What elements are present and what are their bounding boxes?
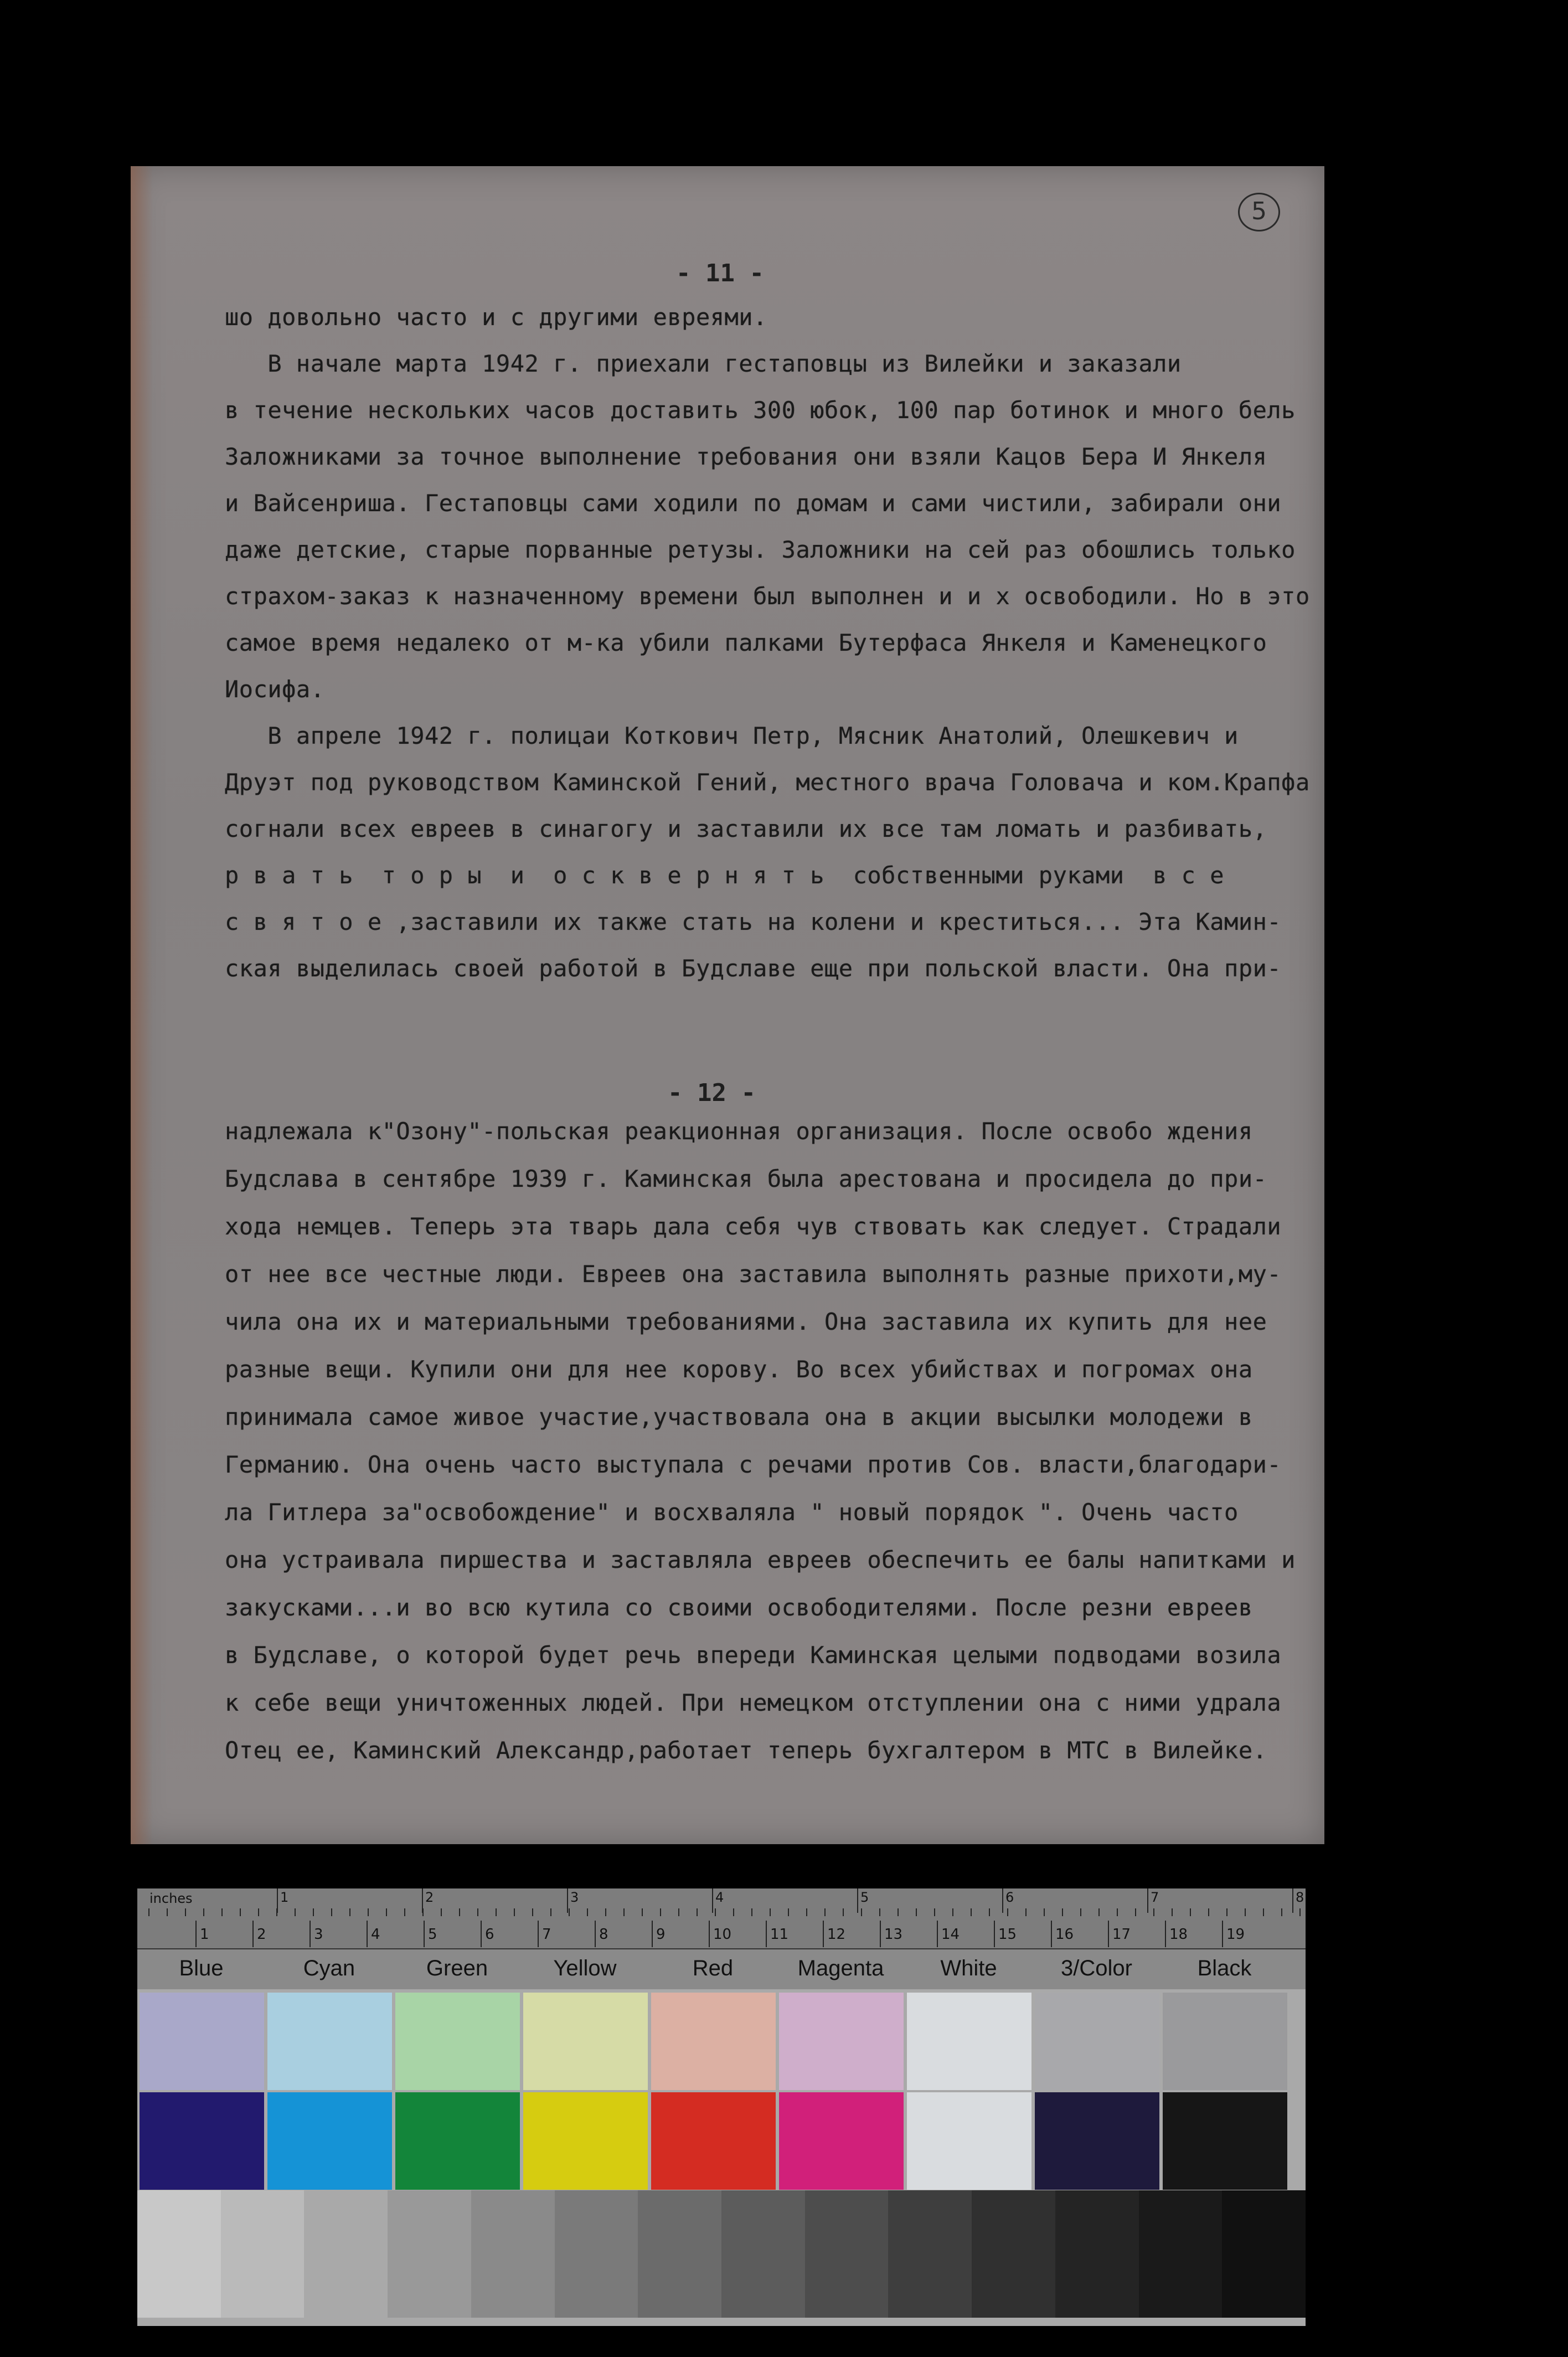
light-color-swatch (395, 1993, 520, 2090)
ruler-cm-label: 3 (314, 1926, 323, 1943)
ruler-minor-tick (1062, 1908, 1063, 1916)
typed-line: даже детские, старые порванные ретузы. Заложники на сей раз обошлись только (225, 536, 1296, 563)
ruler-inch-tick (857, 1888, 858, 1913)
ruler-cm-label: 10 (713, 1926, 732, 1943)
gray-scale-step (1139, 2190, 1223, 2318)
ruler-inch-label: 5 (860, 1890, 869, 1905)
ruler-minor-tick (1080, 1908, 1081, 1916)
color-name-label: 3/Color (1061, 1956, 1132, 1980)
typewritten-document-page (131, 166, 1324, 1844)
dark-color-swatch (1035, 2092, 1159, 2190)
ruler-minor-tick (770, 1908, 771, 1916)
color-name-label: White (940, 1956, 997, 1980)
typed-line: Будслава в сентябре 1939 г. Каминская была арестована и просидела до при- (225, 1165, 1267, 1192)
ruler-inch-label: 2 (425, 1890, 434, 1905)
ruler-minor-tick (879, 1908, 880, 1916)
ruler-minor-tick (550, 1908, 551, 1916)
color-name-label: Magenta (797, 1956, 884, 1980)
ruler-inch-tick (1292, 1888, 1293, 1913)
ruler-minor-tick (295, 1908, 296, 1916)
light-color-swatch (651, 1993, 776, 2090)
ruler-cm-tick (937, 1921, 938, 1947)
typed-line: к себе вещи уничтоженных людей. При немецком отступлении она с ними удрала (225, 1689, 1282, 1716)
light-color-swatch (1163, 1993, 1287, 2090)
typed-line: В начале марта 1942 г. приехали гестаповцы из Вилейки и заказали (225, 350, 1182, 377)
ruler-minor-tick (1172, 1908, 1173, 1916)
typed-line: В апреле 1942 г. полицаи Коткович Петр, Мясник Анатолий, Олешкевич и (225, 722, 1239, 749)
typed-line: согнали всех евреев в синагогу и заставили их все там ломать и разбивать, (225, 815, 1267, 842)
ruler-cm-tick (1222, 1921, 1223, 1947)
color-name-label: Blue (179, 1956, 224, 1980)
dark-color-swatch (140, 2092, 264, 2190)
color-name-label: Red (692, 1956, 734, 1980)
inch-cm-ruler (137, 1888, 1306, 1949)
gray-scale-step (471, 2190, 555, 2318)
typed-line: закусками...и во всю кутила со своими освободителями. После резни евреев (225, 1594, 1253, 1621)
ruler-minor-tick (167, 1908, 168, 1916)
ruler-inch-label: 8 (1296, 1890, 1304, 1905)
ruler-cm-label: 9 (656, 1926, 666, 1943)
ruler-minor-tick (148, 1908, 149, 1916)
typed-line: разные вещи. Купили они для нее корову. Во всех убийствах и погромах она (225, 1356, 1253, 1383)
ruler-minor-tick (276, 1908, 277, 1916)
ruler-cm-label: 13 (884, 1926, 903, 1943)
ruler-minor-tick (496, 1908, 497, 1916)
color-name-label: Green (426, 1956, 488, 1980)
gray-scale-step (888, 2190, 972, 2318)
typed-line: надлежала к"Озону"-польская реакционная организация. После освобо ждения (225, 1118, 1253, 1145)
typed-line: Заложниками за точное выполнение требования они взяли Кацов Бера И Янкеля (225, 443, 1267, 470)
page-number-11: - 11 - (676, 259, 764, 287)
gray-scale-step (388, 2190, 471, 2318)
ruler-cm-label: 1 (200, 1926, 209, 1943)
ruler-minor-tick (1007, 1908, 1008, 1916)
color-label-strip (137, 1949, 1306, 1989)
typed-line: от нее все честные люди. Евреев она заставила выполнять разные прихоти,му- (225, 1260, 1282, 1288)
gray-scale-step (805, 2190, 889, 2318)
ruler-minor-tick (1044, 1908, 1045, 1916)
ruler-minor-tick (623, 1908, 625, 1916)
ruler-minor-tick (824, 1908, 826, 1916)
ruler-minor-tick (1208, 1908, 1209, 1916)
ruler-cm-label: 8 (599, 1926, 608, 1943)
ruler-minor-tick (404, 1908, 405, 1916)
ruler-minor-tick (1226, 1908, 1227, 1916)
ruler-minor-tick (1153, 1908, 1154, 1916)
ruler-minor-tick (368, 1908, 369, 1916)
light-color-swatch (267, 1993, 392, 2090)
ruler-minor-tick (1263, 1908, 1264, 1916)
ruler-minor-tick (751, 1908, 752, 1916)
typed-line: и Вайсенриша. Гестаповцы сами ходили по домам и сами чистили, забирали они (225, 490, 1282, 517)
ruler-cm-label: 14 (941, 1926, 960, 1943)
ruler-minor-tick (1281, 1908, 1282, 1916)
ruler-minor-tick (989, 1908, 990, 1916)
ruler-minor-tick (1190, 1908, 1191, 1916)
typed-line: страхом-заказ к назначенному времени был выполнен и и х освободили. Но в это (225, 583, 1310, 610)
dark-color-swatch (651, 2092, 776, 2190)
gray-scale-step (638, 2190, 721, 2318)
ruler-minor-tick (1299, 1908, 1301, 1916)
typed-line: в Будславе, о которой будет речь впереди Каминская целыми подводами возила (225, 1641, 1282, 1669)
ruler-cm-tick (252, 1921, 254, 1947)
ruler-cm-label: 11 (770, 1926, 789, 1943)
ruler-minor-tick (1117, 1908, 1118, 1916)
typed-line: самое время недалеко от м-ка убили палками Бутерфаса Янкеля и Каменецкого (225, 629, 1267, 656)
ruler-cm-label: 16 (1055, 1926, 1074, 1943)
color-calibration-target (137, 1888, 1306, 2326)
ruler-cm-tick (595, 1921, 596, 1947)
gray-scale-step (1222, 2190, 1306, 2318)
light-color-swatch (140, 1993, 264, 2090)
ruler-minor-tick (971, 1908, 972, 1916)
ruler-minor-tick (898, 1908, 899, 1916)
ruler-minor-tick (1135, 1908, 1136, 1916)
ruler-minor-tick (843, 1908, 844, 1916)
ruler-minor-tick (788, 1908, 789, 1916)
ruler-minor-tick (642, 1908, 643, 1916)
gray-scale-step (137, 2190, 221, 2318)
ruler-minor-tick (952, 1908, 953, 1916)
ruler-cm-label: 5 (428, 1926, 437, 1943)
ruler-inch-tick (712, 1888, 713, 1913)
ruler-cm-label: 12 (827, 1926, 846, 1943)
ruler-cm-tick (652, 1921, 653, 1947)
ruler-minor-tick (459, 1908, 460, 1916)
typed-line: принимала самое живое участие,участвовала она в акции высылки молодежи в (225, 1403, 1253, 1430)
ruler-minor-tick (1245, 1908, 1246, 1916)
color-name-label: Black (1197, 1956, 1252, 1980)
ruler-minor-tick (678, 1908, 679, 1916)
dark-color-swatch (907, 2092, 1031, 2190)
dark-color-swatch (395, 2092, 520, 2190)
ruler-cm-tick (310, 1921, 311, 1947)
gray-scale-step (1055, 2190, 1139, 2318)
typed-line: ская выделилась своей работой в Будславе еще при польской власти. Она при- (225, 955, 1282, 982)
ruler-cm-tick (424, 1921, 425, 1947)
dark-color-swatch (1163, 2092, 1287, 2190)
ruler-minor-tick (514, 1908, 515, 1916)
ruler-minor-tick (422, 1908, 424, 1916)
ruler-minor-tick (331, 1908, 332, 1916)
gray-scale-step (304, 2190, 388, 2318)
ruler-cm-label: 4 (371, 1926, 380, 1943)
ruler-minor-tick (532, 1908, 533, 1916)
color-name-label: Yellow (553, 1956, 617, 1980)
typed-line: хода немцев. Теперь эта тварь дала себя чув ствовать как следует. Страдали (225, 1213, 1282, 1240)
ruler-minor-tick (203, 1908, 204, 1916)
ruler-cm-label: 2 (257, 1926, 266, 1943)
ruler-cm-label: 17 (1112, 1926, 1131, 1943)
typed-line: Германию. Она очень часто выступала с речами против Сов. власти,благодари- (225, 1451, 1282, 1478)
ruler-minor-tick (386, 1908, 387, 1916)
typed-line: с в я т о е ,заставили их также стать на колени и креститься... Эта Камин- (225, 908, 1282, 935)
ruler-minor-tick (660, 1908, 661, 1916)
ruler-minor-tick (313, 1908, 314, 1916)
ruler-cm-label: 7 (542, 1926, 551, 1943)
ruler-cm-tick (766, 1921, 767, 1947)
typed-line: Иосифа. (225, 676, 325, 703)
ruler-cm-label: 19 (1226, 1926, 1245, 1943)
ruler-cm-tick (481, 1921, 482, 1947)
ruler-minor-tick (697, 1908, 698, 1916)
ruler-minor-tick (934, 1908, 935, 1916)
ruler-minor-tick (185, 1908, 186, 1916)
gray-scale-step (555, 2190, 638, 2318)
ruler-inch-label: 1 (280, 1890, 289, 1905)
ruler-cm-label: 6 (485, 1926, 494, 1943)
ruler-inch-tick (567, 1888, 568, 1913)
typed-line: ла Гитлера за"освобождение" и восхваляла " новый порядок ". Очень часто (225, 1499, 1239, 1526)
ruler-minor-tick (221, 1908, 223, 1916)
dark-color-swatch (267, 2092, 392, 2190)
ruler-cm-tick (994, 1921, 995, 1947)
ruler-inch-label: 6 (1005, 1890, 1014, 1905)
typed-line: чила она их и материальными требованиями. Она заставила их купить для нее (225, 1308, 1267, 1335)
ruler-minor-tick (861, 1908, 862, 1916)
folio-number-circle: 5 (1238, 193, 1280, 231)
ruler-cm-tick (709, 1921, 710, 1947)
typed-line: Отец ее, Каминский Александр,работает теперь бухгалтером в МТС в Вилейке. (225, 1737, 1267, 1764)
ruler-cm-tick (538, 1921, 539, 1947)
typed-line: Друэт под руководством Каминской Гений, местного врача Головача и ком.Крапфа (225, 769, 1310, 796)
ruler-cm-label: 18 (1169, 1926, 1188, 1943)
ruler-minor-tick (441, 1908, 442, 1916)
light-color-swatch (523, 1993, 648, 2090)
ruler-inch-tick (1147, 1888, 1148, 1913)
light-color-swatch (1035, 1993, 1159, 2090)
ruler-cm-tick (823, 1921, 824, 1947)
typed-line: шо довольно часто и с другими евреями. (225, 303, 767, 331)
ruler-minor-tick (715, 1908, 716, 1916)
ruler-minor-tick (587, 1908, 588, 1916)
ruler-minor-tick (240, 1908, 241, 1916)
ruler-cm-tick (1165, 1921, 1166, 1947)
ruler-minor-tick (258, 1908, 259, 1916)
gray-scale-step (721, 2190, 805, 2318)
ruler-minor-tick (916, 1908, 917, 1916)
ruler-minor-tick (1098, 1908, 1100, 1916)
page-number-12: - 12 - (668, 1079, 756, 1107)
ruler-cm-tick (880, 1921, 881, 1947)
ruler-minor-tick (1025, 1908, 1027, 1916)
ruler-cm-tick (1051, 1921, 1052, 1947)
typed-line: она устраивала пиршества и заставляла евреев обеспечить ее балы напитками и (225, 1546, 1296, 1573)
ruler-cm-label: 15 (998, 1926, 1017, 1943)
ruler-minor-tick (733, 1908, 734, 1916)
typed-line: в течение нескольких часов доставить 300 юбок, 100 пар ботинок и много бель (225, 397, 1296, 424)
color-name-label: Cyan (303, 1956, 355, 1980)
ruler-inch-tick (1002, 1888, 1003, 1913)
ruler-inch-label: 3 (570, 1890, 579, 1905)
ruler-cm-tick (1108, 1921, 1109, 1947)
ruler-unit-label: inches (149, 1891, 193, 1906)
paper-edge-stain (131, 166, 153, 1844)
gray-scale-step (221, 2190, 305, 2318)
light-color-swatch (779, 1993, 904, 2090)
light-color-swatch (907, 1993, 1031, 2090)
ruler-minor-tick (349, 1908, 350, 1916)
ruler-minor-tick (569, 1908, 570, 1916)
dark-color-swatch (779, 2092, 904, 2190)
gray-scale-step (972, 2190, 1055, 2318)
ruler-minor-tick (806, 1908, 807, 1916)
ruler-inch-label: 7 (1151, 1890, 1159, 1905)
dark-color-swatch (523, 2092, 648, 2190)
ruler-cm-tick (195, 1921, 197, 1947)
ruler-minor-tick (605, 1908, 606, 1916)
ruler-minor-tick (477, 1908, 478, 1916)
typed-line: р в а т ь т о р ы и о с к в е р н я т ь собственными руками в с е (225, 862, 1225, 889)
ruler-inch-label: 4 (715, 1890, 724, 1905)
ruler-cm-tick (367, 1921, 368, 1947)
